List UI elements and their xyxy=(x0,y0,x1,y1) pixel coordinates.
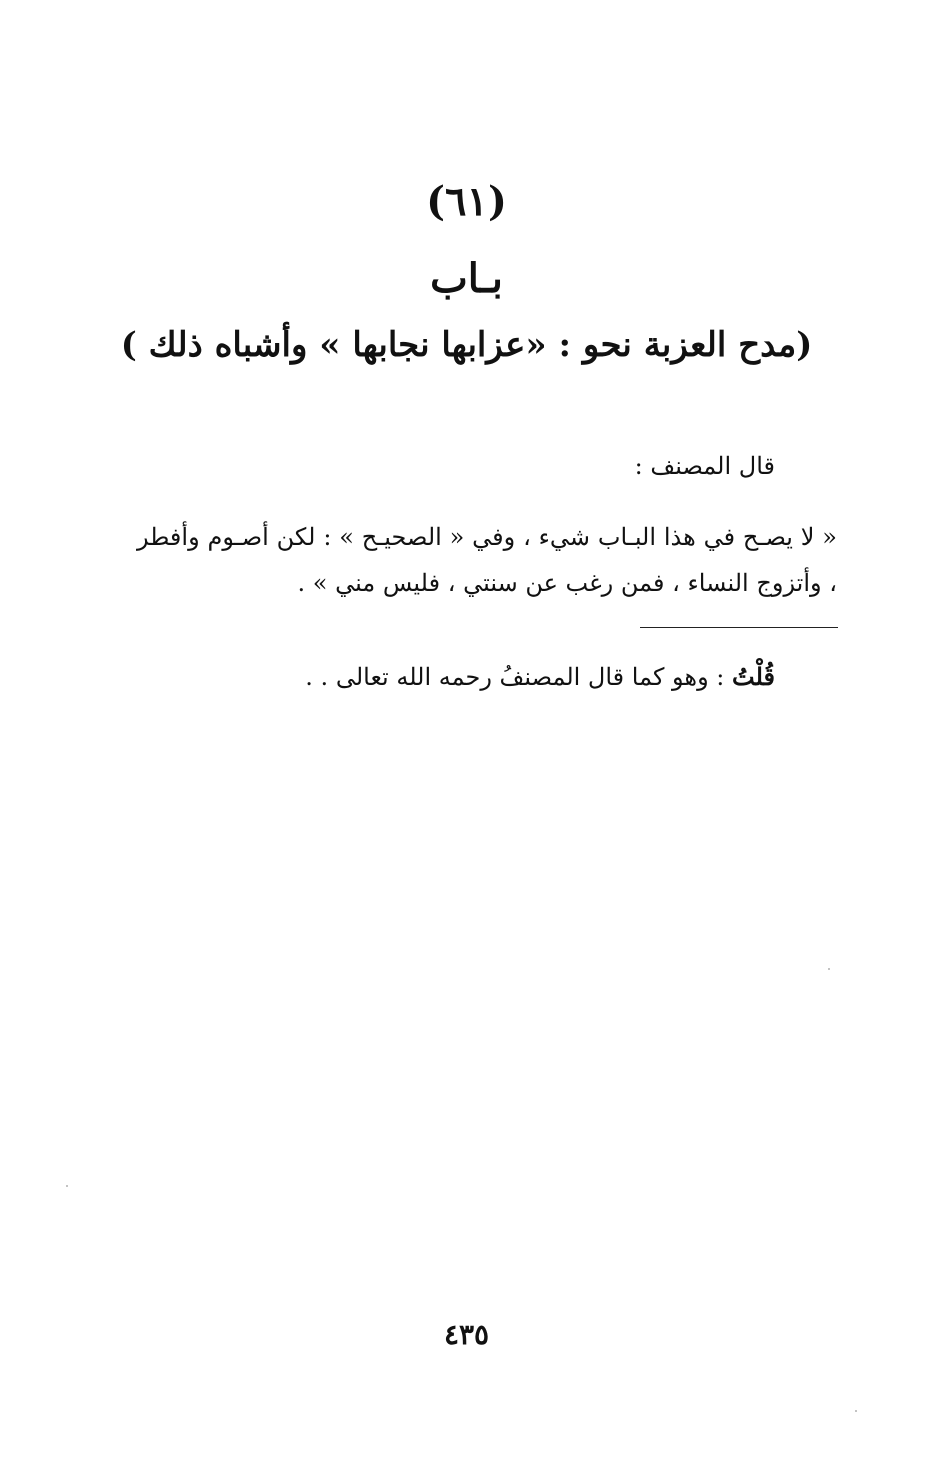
quote-paragraph: « لا يصـح في هذا البـاب شيء ، وفي « الصحيـح » : لكن أصـوم وأفطر ، وأتزوج النساء ، فمن رغب عن سنتي ، فليس مني » . xyxy=(137,523,837,597)
page-number: ٤٣٥ xyxy=(443,1318,490,1351)
footnote-divider xyxy=(640,627,838,628)
scan-speck xyxy=(828,968,830,970)
note-label: قُلْتُ xyxy=(732,662,775,691)
author-label: قال المصنف : xyxy=(634,452,775,480)
chapter-title: (مدح العزبة نحو : «عزابها نجابها » وأشباه ذلك ) xyxy=(120,325,813,365)
note-text: : وهو كما قال المصنفُ رحمه الله تعالى . . xyxy=(305,663,733,691)
note-paragraph xyxy=(305,662,775,691)
chapter-number: (٦١) xyxy=(426,178,507,225)
scan-speck xyxy=(66,1185,68,1187)
bab-heading: بـاب xyxy=(430,255,503,302)
scan-speck xyxy=(855,1410,857,1412)
